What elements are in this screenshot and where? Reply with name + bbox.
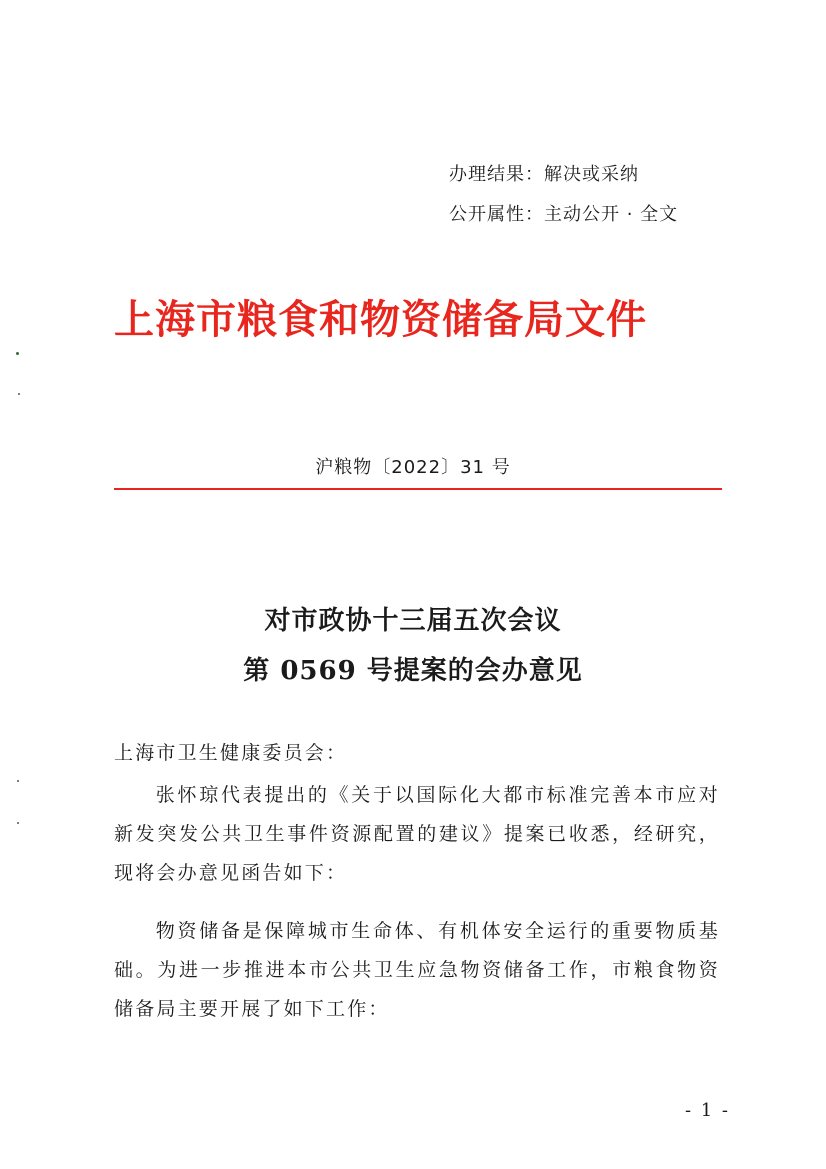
disclosure-attribute: 公开属性：主动公开 · 全文: [449, 204, 679, 225]
scan-speck: [16, 352, 19, 355]
page-number: - 1 -: [684, 1100, 730, 1121]
salutation: 上海市卫生健康委员会：: [114, 742, 348, 764]
document-number: 沪粮物〔2022〕31 号: [315, 457, 511, 478]
scan-speck: [18, 393, 20, 395]
document-title-line-2: 第 0569 号提案的会办意见: [243, 656, 583, 686]
header-divider: [114, 488, 722, 490]
body-paragraph: 张怀琼代表提出的《关于以国际化大都市标准完善本市应对新发突发公共卫生事件资源配置的建议》提案已收悉，经研究，现将会办意见函告如下：: [114, 784, 720, 884]
issuer-header: 上海市粮食和物资储备局文件: [114, 296, 647, 343]
handling-result: 办理结果：解决或采纳: [449, 164, 639, 185]
document-title-line-1: 对市政协十三届五次会议: [264, 606, 562, 636]
scan-speck: [17, 822, 19, 824]
body-paragraph: 物资储备是保障城市生命体、有机体安全运行的重要物质基础。为进一步推进本市公共卫生应急物资储备工作，市粮食物资储备局主要开展了如下工作：: [114, 920, 720, 1020]
scan-speck: [17, 780, 19, 782]
